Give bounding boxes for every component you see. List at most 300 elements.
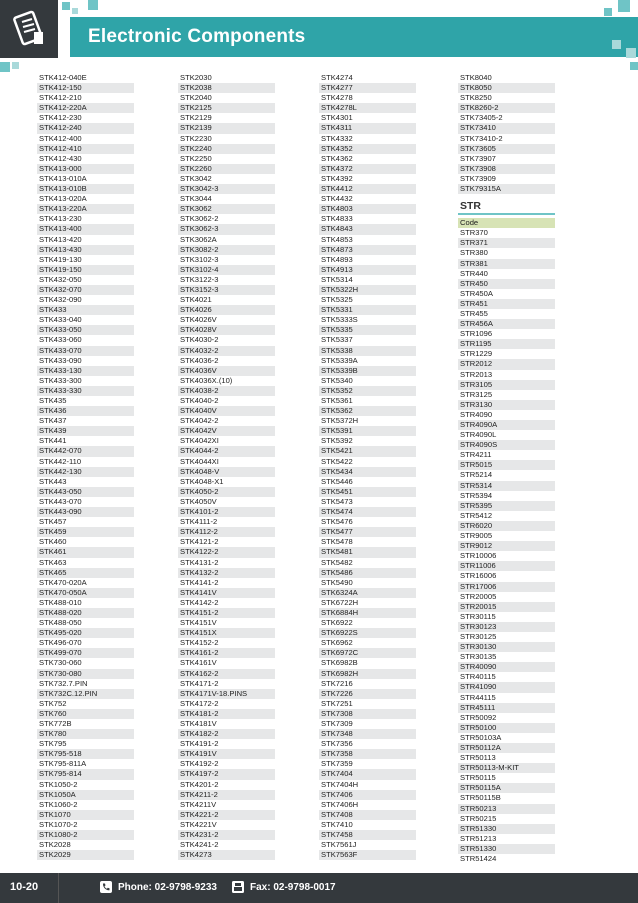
part-code-item: STK4141-2 — [180, 577, 219, 587]
part-code-item: STK772B — [39, 719, 72, 728]
part-code-item: STK413-020A — [39, 194, 87, 204]
part-code-item: STK4372 — [319, 164, 416, 174]
part-code-item: STK488-010 — [39, 597, 82, 607]
part-code-item: STK7406H — [321, 799, 359, 809]
part-code-item: STR381 — [458, 259, 555, 269]
part-code-item: STK4231-2 — [178, 830, 275, 840]
part-code-item: STR455 — [460, 308, 488, 318]
part-code-item: STK5421 — [319, 446, 416, 456]
part-code-item: STK7563F — [319, 850, 416, 860]
part-code-item: STK6922 — [321, 618, 353, 628]
part-code-item: STK73410-2 — [460, 133, 503, 143]
part-code-item: STK7404H — [321, 779, 359, 789]
part-code-item: STK5372H — [321, 416, 359, 426]
part-code-item: STK5446 — [321, 476, 353, 486]
part-code-item: STK732.7.PIN — [39, 678, 88, 688]
part-code-item: STK4162-2 — [178, 669, 275, 679]
part-code-item: STK2028 — [39, 840, 71, 850]
logo — [0, 0, 58, 58]
page-footer — [0, 873, 638, 903]
part-code-item: STK412-040E — [39, 73, 87, 82]
part-code-item: STK4152-2 — [180, 638, 219, 648]
decor-square — [62, 2, 70, 10]
decor-square — [72, 8, 78, 14]
part-code-item: STR51213 — [460, 833, 497, 843]
part-code-item: STR17006 — [458, 582, 555, 592]
part-code-item: STK4277 — [319, 83, 416, 93]
part-code-item: STK442-130 — [37, 467, 134, 477]
part-code-item: STK1050-2 — [39, 779, 78, 789]
part-code-item: STR30125 — [460, 631, 497, 641]
decor-square — [630, 62, 638, 70]
part-code-item: STK4432 — [321, 194, 353, 204]
part-code-item: STK4161V — [180, 658, 217, 668]
part-code-item: STK4278L — [319, 103, 416, 113]
part-code-item: STR10006 — [460, 551, 497, 561]
part-code-item: STR5394 — [460, 490, 493, 500]
part-code-item: STK5352 — [319, 386, 416, 396]
part-code-item: STK5474 — [319, 507, 416, 517]
part-code-item: STK73605 — [458, 144, 555, 154]
part-code-item: STK4050-2 — [178, 487, 275, 497]
part-code-item: STR3125 — [460, 389, 493, 399]
part-code-item: STK441 — [39, 436, 67, 446]
component-icon — [10, 10, 48, 48]
part-code-item: STK413-000 — [37, 164, 134, 174]
part-code-item: STK5362 — [319, 406, 416, 416]
part-code-item: STK443-070 — [39, 496, 82, 506]
part-code-item: STK4191V — [178, 749, 275, 759]
part-code-item: STK4036X.(10) — [180, 375, 233, 385]
part-code-item: STR440 — [460, 268, 488, 278]
part-code-item: STR30135 — [460, 652, 497, 662]
part-code-item: STR451 — [458, 299, 555, 309]
part-code-item: STK5486 — [319, 568, 416, 578]
part-code-item: STK433-050 — [37, 325, 134, 335]
part-code-item: STK461 — [37, 547, 134, 557]
section-title-str: STR — [460, 200, 481, 213]
part-code-item: STK5478 — [321, 537, 353, 547]
part-code-item: STK1070 — [37, 810, 134, 820]
part-code-item: STR41090 — [458, 682, 555, 692]
part-code-item: STK5476 — [321, 517, 353, 527]
part-code-item: STK413-010A — [39, 173, 87, 183]
part-code-item: STK4332 — [321, 133, 353, 143]
part-code-item: STK437 — [39, 416, 67, 426]
part-code-item: STR50213 — [458, 804, 555, 814]
part-code-item: STK5477 — [319, 527, 416, 537]
phone-icon — [100, 881, 112, 893]
decor-square — [12, 62, 19, 69]
part-code-item: STK5392 — [321, 436, 353, 446]
part-code-item: STK6982B — [321, 658, 358, 668]
part-code-item: STK4873 — [319, 245, 416, 255]
part-code-item: STK5339B — [319, 366, 416, 376]
page-number-box — [0, 873, 59, 903]
part-code-item: STR4090 — [460, 409, 493, 419]
part-code-item: STK5331 — [319, 305, 416, 315]
part-code-item: STK435 — [39, 396, 67, 405]
part-code-item: STK7410 — [321, 819, 353, 829]
part-code-item: STK7359 — [321, 759, 353, 769]
part-code-item: STK4913 — [319, 265, 416, 275]
part-code-item: STK4021 — [180, 295, 212, 305]
part-code-item: STK4171-2 — [180, 678, 219, 688]
part-code-item: STK4132-2 — [178, 568, 275, 578]
part-code-item: STK412-220A — [37, 103, 134, 113]
part-code-item: STK4038-2 — [178, 386, 275, 396]
part-code-item: STK7408 — [319, 810, 416, 820]
part-code-item: STK4131-2 — [180, 557, 219, 567]
part-code-item: STK4833 — [321, 214, 353, 224]
part-code-item: STR50103A — [460, 732, 502, 742]
part-code-item: STR1096 — [460, 329, 493, 339]
part-code-item: STK8250 — [460, 93, 492, 103]
part-code-item: STR2012 — [458, 359, 555, 369]
part-code-item: STK760 — [37, 709, 134, 719]
part-code-item: STK465 — [37, 568, 134, 578]
part-code-item: STK419-150 — [37, 265, 134, 275]
part-code-item: STK432-070 — [37, 285, 134, 295]
part-code-item: STK3082-2 — [178, 245, 275, 255]
part-code-item: STK5473 — [321, 496, 353, 506]
part-code-item: STK439 — [37, 426, 134, 436]
part-code-item: STK5422 — [321, 456, 353, 466]
part-code-item: STK73908 — [458, 164, 555, 174]
part-code-item: STK419-130 — [39, 254, 82, 264]
part-code-item: STR50115B — [460, 793, 501, 803]
part-code-item: STK433-040 — [39, 315, 82, 325]
part-code-item: STK795-811A — [39, 759, 87, 769]
part-code-item: STK4112-2 — [178, 527, 275, 537]
part-code-item: STK3042-3 — [178, 184, 275, 194]
part-code-item: STR20005 — [460, 591, 497, 601]
part-code-item: STK4151-2 — [178, 608, 275, 618]
section-divider — [458, 213, 555, 215]
part-code-item: STR380 — [460, 248, 488, 258]
part-code-item: STK413-230 — [39, 214, 82, 224]
part-code-item: STK7251 — [321, 698, 353, 708]
part-code-item: STK2250 — [180, 153, 212, 163]
part-code-item: STK413-430 — [37, 245, 134, 255]
part-code-item: STK4241-2 — [180, 840, 219, 850]
part-code-item: STR456A — [458, 319, 555, 329]
part-code-item: STK5391 — [319, 426, 416, 436]
part-code-item: STK4040-2 — [180, 396, 219, 405]
part-code-item: STK752 — [39, 698, 67, 708]
part-code-item: STK4121-2 — [180, 537, 219, 547]
part-code-item: STK795-518 — [37, 749, 134, 759]
part-code-item: STK4853 — [321, 234, 353, 244]
part-code-item: STK4151X — [178, 628, 275, 638]
part-code-item: STK4042V — [178, 426, 275, 436]
part-code-item: STK7348 — [319, 729, 416, 739]
part-code-item: STR1229 — [460, 349, 493, 359]
code-header: Code — [458, 218, 555, 228]
part-code-item: STK3152-3 — [178, 285, 275, 295]
column-2 — [178, 73, 275, 860]
part-code-item: STR4090A — [458, 420, 555, 430]
part-code-item: STK4181-2 — [178, 709, 275, 719]
part-code-item: STK73907 — [460, 153, 496, 163]
part-code-item: STR9012 — [458, 541, 555, 551]
part-code-item: STK433-330 — [37, 386, 134, 396]
part-code-item: STR44115 — [460, 692, 496, 702]
part-code-item: STR50092 — [460, 712, 497, 722]
part-code-item: STK443-090 — [37, 507, 134, 517]
part-code-item: STK4803 — [319, 204, 416, 214]
part-code-item: STK7404 — [319, 769, 416, 779]
part-code-item: STR2013 — [460, 369, 493, 379]
part-code-item: STK4044XI — [180, 456, 219, 466]
part-code-item: STK4040V — [178, 406, 275, 416]
part-code-item: STK457 — [39, 517, 67, 527]
part-code-item: STR50115A — [458, 783, 555, 793]
decor-square — [618, 0, 630, 12]
part-code-item: STR50100 — [458, 723, 555, 733]
part-code-item: STK7358 — [319, 749, 416, 759]
part-code-item: STK433-060 — [39, 335, 82, 345]
part-code-item: STK496-070 — [39, 638, 82, 648]
part-code-item: STK3062-2 — [180, 214, 219, 224]
column-3 — [319, 73, 416, 860]
part-code-item: STR51330 — [458, 824, 555, 834]
part-code-item: STR50215 — [460, 813, 497, 823]
part-code-item: STK6884H — [319, 608, 416, 618]
part-code-item: STK7406 — [319, 790, 416, 800]
part-code-item: STK412-240 — [37, 123, 134, 133]
part-code-item: STK4032-2 — [178, 346, 275, 356]
part-code-item: STK5335 — [319, 325, 416, 335]
part-code-item: STK4050V — [180, 496, 217, 506]
part-code-item: STK4026 — [178, 305, 275, 315]
part-code-item: STK73410 — [458, 123, 555, 133]
part-code-item: STK470-020A — [39, 577, 87, 587]
part-code-item: STK795-814 — [37, 769, 134, 779]
part-code-item: STK4893 — [321, 254, 353, 264]
part-code-item: STK432-090 — [39, 295, 82, 305]
part-code-item: STR5214 — [460, 470, 493, 480]
part-code-item: STK488-050 — [39, 618, 82, 628]
column-4 — [458, 73, 555, 864]
part-code-item: STK5482 — [321, 557, 353, 567]
part-code-item: STK443-050 — [37, 487, 134, 497]
part-code-item: STR3105 — [458, 380, 555, 390]
part-code-item: STR50113-M-KIT — [458, 763, 555, 773]
part-code-item: STR371 — [458, 238, 555, 248]
part-code-item: STR4211 — [460, 450, 492, 460]
part-code-item: STK4191-2 — [180, 739, 219, 749]
part-code-item: STK4843 — [319, 224, 416, 234]
part-code-item: STK4042XI — [180, 436, 219, 446]
page-number: 10-20 — [10, 881, 39, 893]
decor-square — [0, 62, 10, 72]
part-code-item: STK433-130 — [37, 366, 134, 376]
part-code-item: STK412-430 — [39, 153, 82, 163]
part-code-item: STK8260-2 — [458, 103, 555, 113]
part-code-item: STK3122-3 — [180, 274, 219, 284]
part-code-item: STR40090 — [458, 662, 555, 672]
part-code-item: STK4028V — [178, 325, 275, 335]
part-code-item: STK463 — [39, 557, 67, 567]
part-code-item: STK2125 — [178, 103, 275, 113]
part-code-item: STK6922S — [319, 628, 416, 638]
fax-icon — [232, 881, 244, 893]
part-code-item: STK3042 — [180, 173, 212, 183]
part-code-item: STK730-080 — [37, 669, 134, 679]
part-code-item: STR9005 — [460, 531, 493, 541]
part-code-item: STK4274 — [321, 73, 353, 82]
part-code-item: STK1080-2 — [37, 830, 134, 840]
part-code-item: STK5325 — [321, 295, 353, 305]
part-code-item: STR50112A — [458, 743, 555, 753]
decor-square — [88, 0, 98, 10]
part-code-item: STK4201-2 — [180, 779, 219, 789]
part-code-item: STK5314 — [321, 274, 353, 284]
part-code-item: STK4172-2 — [180, 698, 219, 708]
part-code-item: STK795 — [39, 739, 67, 749]
part-code-item: STK432-050 — [39, 274, 82, 284]
decor-square — [626, 48, 636, 58]
part-code-item: STK4211V — [180, 799, 217, 809]
part-code-item: STK4412 — [319, 184, 416, 194]
part-code-item: STR450 — [458, 279, 555, 289]
part-code-item: STR50113 — [460, 753, 496, 763]
page-header — [0, 0, 638, 60]
part-code-item: STK780 — [37, 729, 134, 739]
part-code-item: STK3062A — [180, 234, 217, 244]
part-code-item: STK5337 — [321, 335, 353, 345]
part-code-item: STK495-020 — [37, 628, 134, 638]
decor-square — [612, 40, 621, 49]
part-code-item: STK2139 — [178, 123, 275, 133]
part-code-item: STR4090L — [460, 430, 497, 440]
part-code-item: STR3130 — [458, 400, 555, 410]
part-code-item: STK4171V-18.PINS — [178, 689, 275, 699]
part-code-item: STR30123 — [458, 622, 555, 632]
part-code-item: STK412-230 — [39, 113, 82, 123]
part-code-item: STK5434 — [319, 467, 416, 477]
part-code-item: STK5361 — [321, 396, 353, 405]
part-code-item: STK7216 — [321, 678, 353, 688]
part-code-item: STK5451 — [319, 487, 416, 497]
part-code-item: STK4221V — [180, 819, 217, 829]
part-code-item: STK4192-2 — [180, 759, 219, 769]
part-code-item: STR450A — [460, 288, 493, 298]
part-code-item: STR11006 — [458, 561, 555, 571]
part-code-item: STK412-400 — [39, 133, 82, 143]
part-code-item: STK73405-2 — [460, 113, 503, 123]
part-code-item: STK433 — [37, 305, 134, 315]
part-code-item: STK73909 — [460, 173, 496, 183]
part-code-item: STK4122-2 — [178, 547, 275, 557]
part-code-item: STK8050 — [458, 83, 555, 93]
part-code-item: STK5481 — [319, 547, 416, 557]
part-code-item: STK4142-2 — [180, 597, 219, 607]
part-code-item: STK4101-2 — [178, 507, 275, 517]
part-code-item: STK5340 — [321, 375, 353, 385]
part-code-item: STR6020 — [458, 521, 555, 531]
part-code-item: STK3102-4 — [178, 265, 275, 275]
part-code-item: STK4311 — [319, 123, 416, 133]
part-code-item: STR40115 — [460, 672, 496, 682]
part-code-item: STR4090S — [458, 440, 555, 450]
part-code-item: STR51330 — [458, 844, 555, 854]
part-code-item: STK7309 — [321, 719, 353, 728]
part-code-item: STK2240 — [178, 144, 275, 154]
part-code-item: STK4197-2 — [178, 769, 275, 779]
part-code-item: STK4048-X1 — [180, 476, 224, 486]
part-code-item: STK413-420 — [39, 234, 82, 244]
part-code-item: STK2129 — [180, 113, 212, 123]
part-code-item: STR5412 — [460, 510, 493, 520]
part-code-item: STK7308 — [319, 709, 416, 719]
part-code-item: STR50115 — [460, 773, 496, 783]
part-code-item: STR30130 — [458, 642, 555, 652]
part-code-item: STK4182-2 — [178, 729, 275, 739]
part-code-item: STK4141V — [178, 588, 275, 598]
part-code-item: STK3062 — [178, 204, 275, 214]
part-code-item: STK412-410 — [37, 144, 134, 154]
part-code-item: STK443 — [39, 476, 67, 486]
part-code-item: STK4030-2 — [180, 335, 219, 345]
part-code-item: STK4151V — [180, 618, 217, 628]
part-code-item: STR5015 — [458, 460, 555, 470]
part-code-item: STK7226 — [319, 689, 416, 699]
part-code-item: STK1050A — [37, 790, 134, 800]
footer-phone: Phone: 02-9798-9233 — [118, 882, 217, 893]
part-code-item: STK4026V — [180, 315, 217, 325]
part-code-item: STK433-300 — [39, 375, 82, 385]
part-code-item: STK1070-2 — [39, 819, 78, 829]
part-code-item: STK6722H — [321, 597, 359, 607]
part-code-item: STK436 — [37, 406, 134, 416]
part-code-item: STK2038 — [178, 83, 275, 93]
part-code-item: STR51424 — [460, 854, 497, 864]
part-code-item: STK2260 — [178, 164, 275, 174]
part-code-item: STK4042-2 — [180, 416, 219, 426]
part-code-item: STK7561J — [321, 840, 357, 850]
part-code-item: STR45111 — [458, 703, 555, 713]
part-code-item: STK4211-2 — [178, 790, 275, 800]
footer-fax: Fax: 02-9798-0017 — [250, 882, 336, 893]
part-code-item: STR370 — [460, 228, 488, 238]
part-code-item: STR1195 — [458, 339, 555, 349]
part-code-item: STK6962 — [321, 638, 353, 648]
decor-square — [604, 8, 612, 16]
part-code-item: STK6982H — [319, 669, 416, 679]
title-bar — [70, 17, 638, 57]
part-code-item: STK5333S — [321, 315, 358, 325]
part-code-item: STK1060-2 — [39, 799, 78, 809]
part-code-item: STK4221-2 — [178, 810, 275, 820]
part-code-item: STK4362 — [321, 153, 353, 163]
part-code-item: STK4044-2 — [178, 446, 275, 456]
part-code-item: STR16006 — [460, 571, 497, 581]
part-code-item: STK8040 — [460, 73, 492, 82]
part-code-item: STK413-400 — [37, 224, 134, 234]
part-code-item: STK413-220A — [37, 204, 134, 214]
part-code-item: STK442-070 — [37, 446, 134, 456]
part-code-item: STK4036-2 — [180, 355, 219, 365]
part-code-item: STK4392 — [321, 173, 353, 183]
part-code-item: STK412-210 — [39, 93, 82, 103]
part-code-item: STK499-070 — [37, 648, 134, 658]
part-code-item: STR5395 — [458, 501, 555, 511]
part-code-item: STR20015 — [458, 602, 555, 612]
part-code-item: STR30115 — [460, 611, 496, 621]
part-code-item: STK5490 — [321, 577, 353, 587]
